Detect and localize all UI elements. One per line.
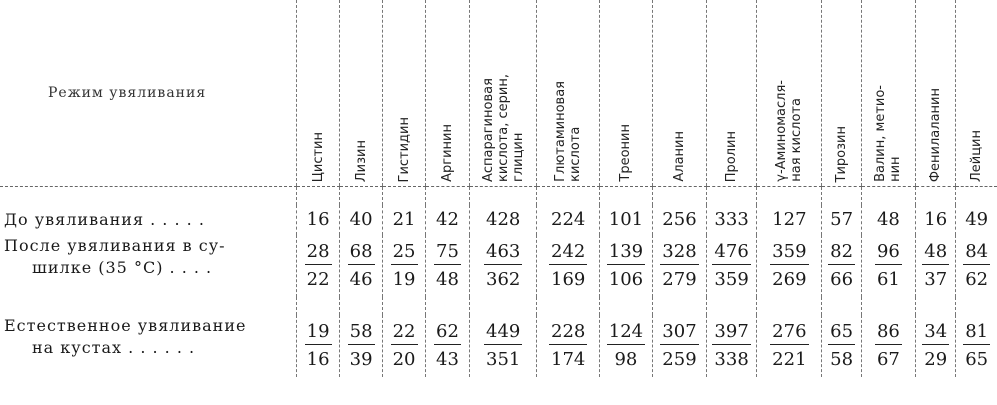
fraction-cell: $\frac{28}{22}$ [297, 235, 340, 297]
value-cell: 42 [426, 205, 470, 235]
value-cell: 428 [469, 205, 537, 235]
row-label-line1: Естественное увяливание [4, 316, 247, 335]
fraction-cell: $\frac{96}{61}$ [861, 235, 915, 297]
fraction-cell: $\frac{68}{46}$ [340, 235, 383, 297]
fraction-cell: $\frac{463}{362}$ [469, 235, 537, 297]
header-cystine [297, 0, 340, 187]
mode-header-cell [0, 0, 297, 187]
header-aspartic [469, 0, 537, 187]
amino-acid-name: Цистин [310, 131, 326, 182]
fraction-cell: $\frac{75}{48}$ [426, 235, 470, 297]
value-cell: 48 [861, 205, 915, 235]
amino-acid-name: Аспарагиновая кислота, серин, глицин [480, 74, 526, 182]
amino-acid-name: Аланин [671, 131, 687, 182]
header-tyrosine [822, 0, 861, 187]
value-cell: 256 [652, 205, 706, 235]
header-arginine [426, 0, 470, 187]
row-label-line2: на кустах . . . . . . [32, 338, 196, 357]
fraction-cell: $\frac{25}{19}$ [383, 235, 426, 297]
row-label-line1: После увяливания в су- [4, 236, 226, 255]
row-label-line2: шилке (35 °С) . . . . [32, 258, 213, 277]
fraction-cell: $\frac{84}{62}$ [956, 235, 997, 297]
fraction-cell: $\frac{476}{359}$ [706, 235, 756, 297]
header-phenylalanine [916, 0, 956, 187]
value-cell: 49 [956, 205, 997, 235]
header-gaba [757, 0, 822, 187]
value-cell: 57 [822, 205, 861, 235]
amino-acid-name: Валин, метио- нин [873, 85, 904, 182]
mode-header: Режим увяливания [48, 85, 207, 101]
spacer-row [0, 297, 997, 315]
header-leucine [956, 0, 997, 187]
fraction-cell: $\frac{65}{58}$ [822, 315, 861, 377]
amino-acid-name: Гистидин [396, 116, 412, 182]
value-cell: 101 [599, 205, 652, 235]
row-dryer-wilting [0, 235, 997, 297]
fraction-cell: $\frac{397}{338}$ [706, 315, 756, 377]
fraction-cell: $\frac{449}{351}$ [469, 315, 537, 377]
fraction-cell: $\frac{34}{29}$ [916, 315, 956, 377]
amino-acid-name: Фенилаланин [928, 87, 944, 182]
row-label [0, 235, 297, 297]
fraction-cell: $\frac{328}{279}$ [652, 235, 706, 297]
fraction-cell: $\frac{22}{20}$ [383, 315, 426, 377]
value-cell: 40 [340, 205, 383, 235]
fraction-cell: $\frac{228}{174}$ [537, 315, 599, 377]
value-cell: 127 [757, 205, 822, 235]
amino-acid-name: Лейцин [969, 129, 985, 182]
header-row [0, 0, 997, 187]
header-proline [706, 0, 756, 187]
spacer-row [0, 187, 997, 206]
amino-acid-name: Глютаминовая кислота [553, 81, 584, 182]
value-cell: 21 [383, 205, 426, 235]
header-alanine [652, 0, 706, 187]
header-glutamic [537, 0, 599, 187]
amino-acid-name: γ-Аминомасля- ная кислота [774, 80, 805, 182]
amino-acid-name: Треонин [618, 124, 634, 182]
row-label: До увяливания . . . . . [4, 210, 205, 229]
header-histidine [383, 0, 426, 187]
fraction-cell: $\frac{58}{39}$ [340, 315, 383, 377]
fraction-cell: $\frac{82}{66}$ [822, 235, 861, 297]
fraction-cell: $\frac{86}{67}$ [861, 315, 915, 377]
amino-acid-name: Аргинин [440, 124, 455, 182]
row-label [0, 315, 297, 377]
fraction-cell: $\frac{276}{221}$ [757, 315, 822, 377]
fraction-cell: $\frac{124}{98}$ [599, 315, 652, 377]
fraction-cell: $\frac{139}{106}$ [599, 235, 652, 297]
header-valine-methionine [861, 0, 915, 187]
fraction-cell: $\frac{359}{269}$ [757, 235, 822, 297]
value-cell: 333 [706, 205, 756, 235]
amino-acid-name: Лизин [353, 139, 369, 182]
value-cell: 16 [297, 205, 340, 235]
value-cell: 16 [916, 205, 956, 235]
fraction-cell: $\frac{81}{65}$ [956, 315, 997, 377]
row-before-wilting [0, 205, 997, 235]
fraction-cell: $\frac{19}{16}$ [297, 315, 340, 377]
row-natural-wilting [0, 315, 997, 377]
fraction-cell: $\frac{48}{37}$ [916, 235, 956, 297]
header-lysine [340, 0, 383, 187]
header-threonine [599, 0, 652, 187]
fraction-cell: $\frac{242}{169}$ [537, 235, 599, 297]
amino-acid-name: Пролин [724, 130, 740, 182]
amino-acid-name: Тирозин [834, 125, 850, 182]
fraction-cell: $\frac{307}{259}$ [652, 315, 706, 377]
fraction-cell: $\frac{62}{43}$ [426, 315, 470, 377]
value-cell: 224 [537, 205, 599, 235]
